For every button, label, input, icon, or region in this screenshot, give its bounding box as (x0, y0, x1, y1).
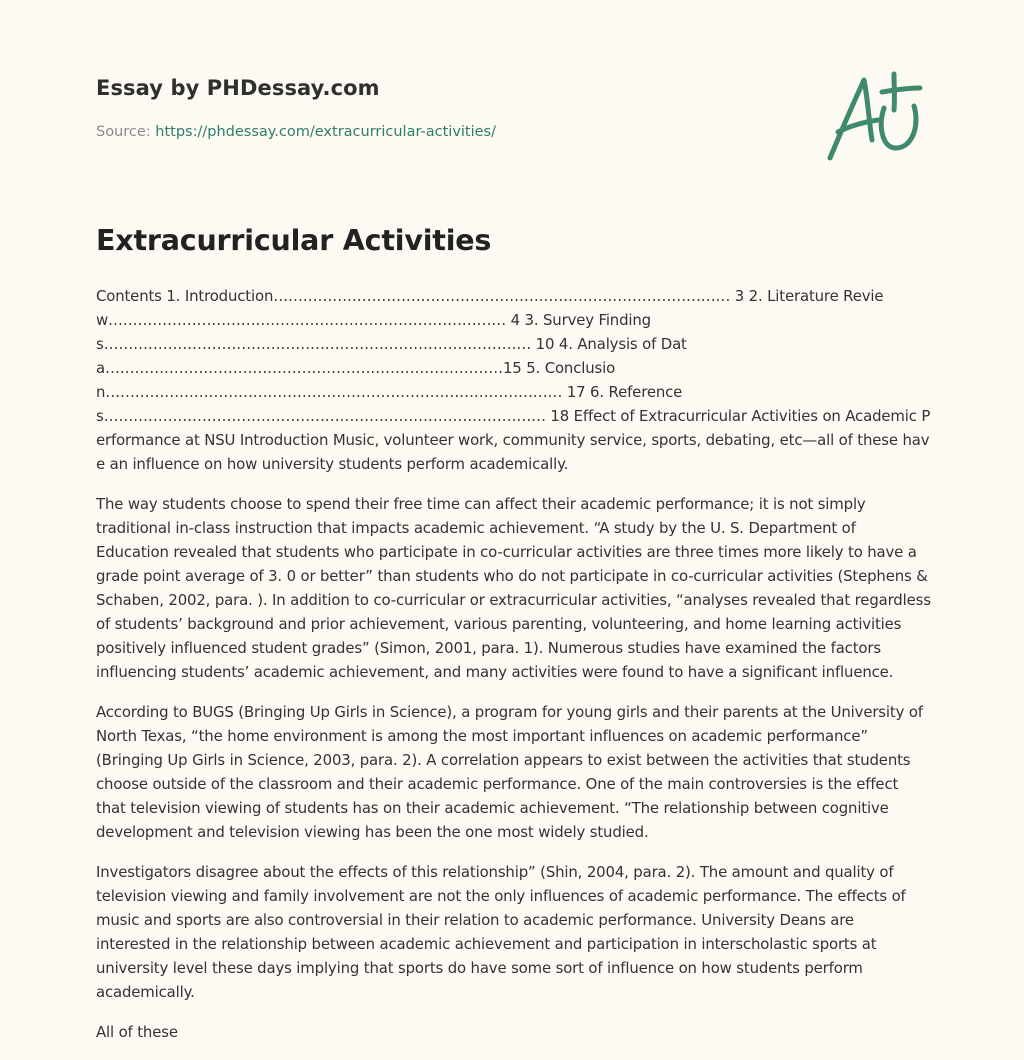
a-plus-logo-icon (824, 68, 928, 164)
essay-body (96, 284, 932, 1060)
paragraph: Investigators disagree about the effects of this relationship” (Shin, 2004, para. 2). The amount and quality of television viewing and family involvement are not the only influences of academic performance. The effects of music and sports are also controversial in their relation to academic performance. University Deans are interested in the relationship between academic achievement and participation in interscholastic sports at university level these days implying that sports do have some sort of influence on how students perform academically. (96, 863, 906, 1001)
paragraph: All of these (96, 1023, 178, 1041)
essay-title: Extracurricular Activities (96, 224, 492, 257)
essay-page (96, 0, 932, 1041)
paragraph: The way students choose to spend their free time can affect their academic performance; it is not simply traditional in-class instruction that impacts academic achievement. “A study by the U. S. Department of Education revealed that students who participate in co-curricular activities are three times more likely to have a grade point average of 3. 0 or better” than students who do not participate in co-curricular activities (Stephens & Schaben, 2002, para. ). In addition to co-curricular or extracurricular activities, “analyses revealed that regardless of students’ background and prior achievement, various parenting, volunteering, and home learning activities positively influenced student grades” (Simon, 2001, para. 1). Numerous studies have examined the factors influencing students’ academic achievement, and many activities were found to have a significant influence. (96, 495, 931, 681)
paragraph-contents: Contents 1. Introduction………………………………………………………………………………… 3 2. Literature Review……………………………………………………………………… 4 3. Survey Findings…………………………………………………………………………… 10 4. Analysis of Data………………………………………………………………………15 5. Conclusion………………………………………………………………………………… 17 6. References……………………………………………………………………………… 18 Effect of Extracurricular Activities on Academic Performance at NSU Introduction Music, volunteer work, community service, sports, debating, etc—all of these have an influence on how university students perform academically. (96, 287, 931, 473)
paragraph: According to BUGS (Bringing Up Girls in Science), a program for young girls and their parents at the University of North Texas, “the home environment is among the most important influences on academic performance” (Bringing Up Girls in Science, 2003, para. 2). A correlation appears to exist between the activities that students choose outside of the classroom and their academic performance. One of the main controversies is the effect that television viewing of students has on their academic achievement. “The relationship between cognitive development and television viewing has been the one most widely studied. (96, 703, 923, 841)
page-header (96, 0, 932, 200)
source-label: Source: (96, 124, 156, 140)
source-line (96, 124, 496, 140)
brand-title: Essay by PHDessay.com (96, 76, 380, 100)
source-link[interactable]: https://phdessay.com/extracurricular-activities/ (155, 124, 496, 140)
